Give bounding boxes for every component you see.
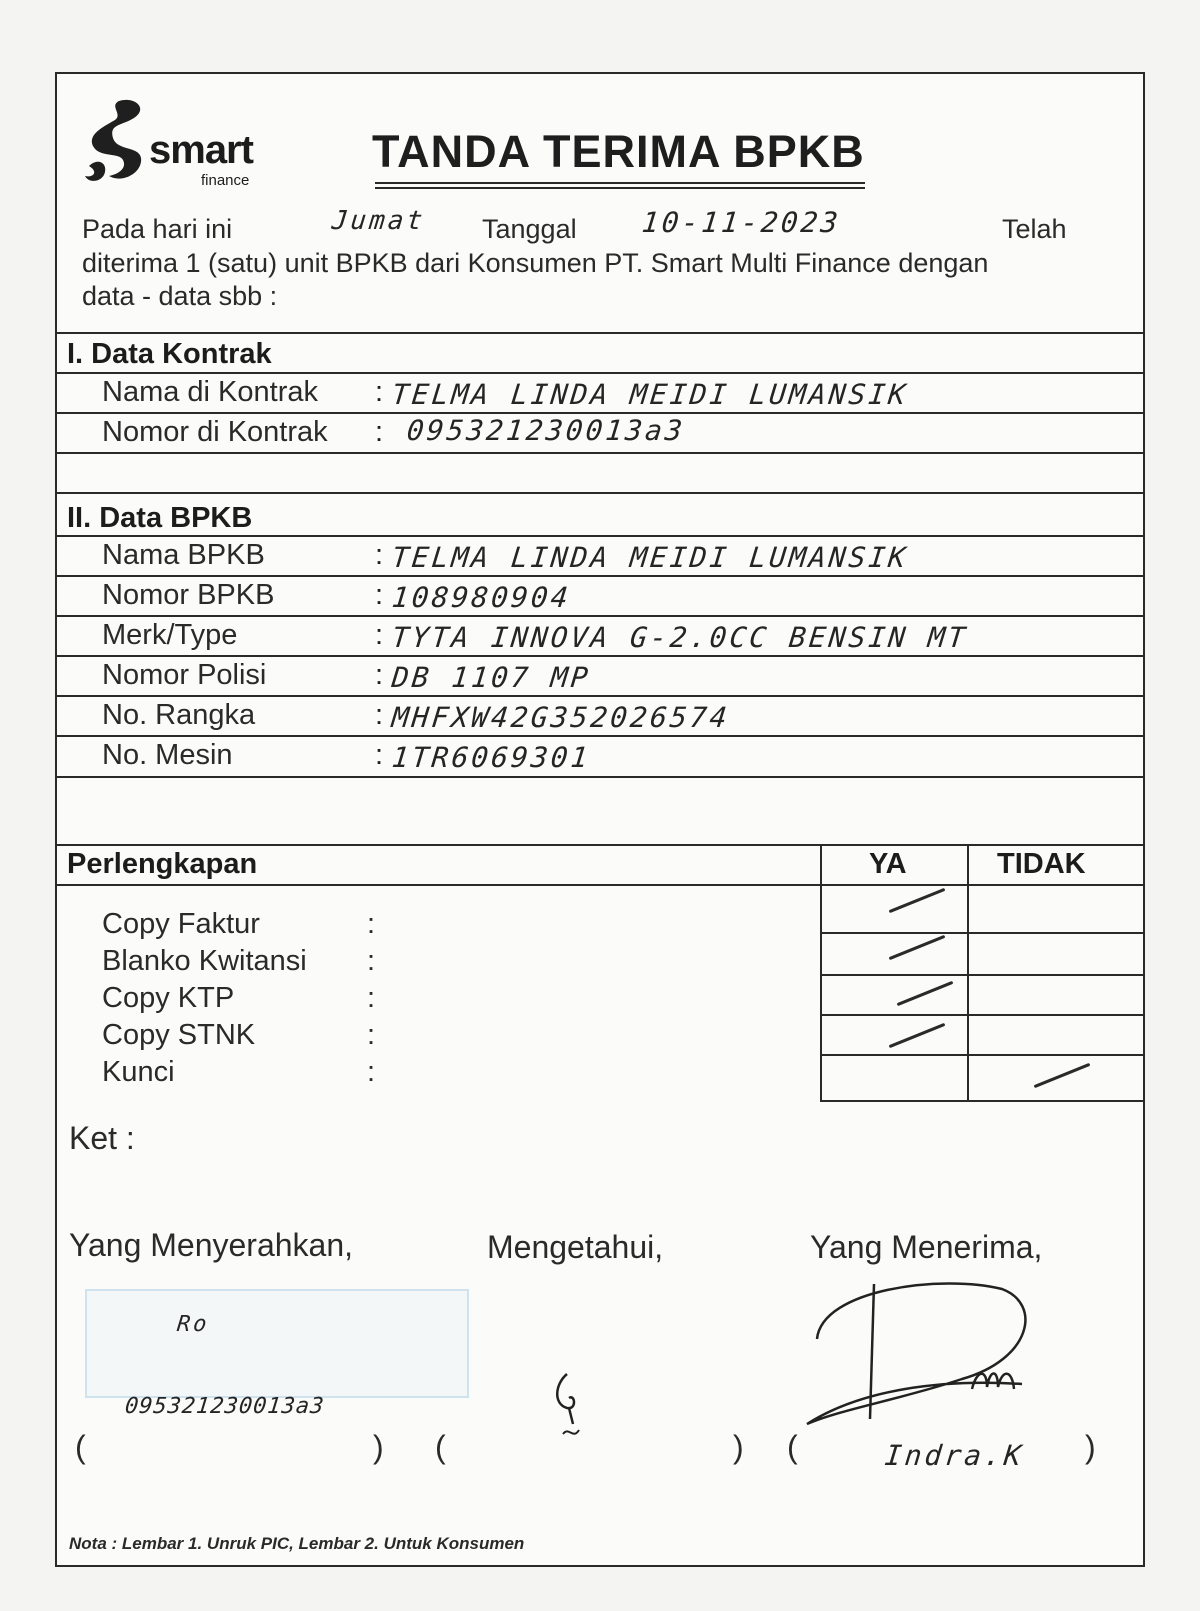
field-value-nama-bpkb: TELMA LINDA MEIDI LUMANSIK: [390, 541, 911, 574]
field-value-merk-type: TYTA INNOVA G-2.0CC BENSIN MT: [390, 621, 970, 654]
receipt-form: [55, 72, 1145, 1567]
item-kunci: Kunci: [102, 1056, 175, 1088]
field-value-nomor-polisi: DB 1107 MP: [390, 661, 593, 694]
divider: [57, 452, 1143, 454]
check-mark-icon: [889, 888, 946, 913]
grid-line: [820, 932, 1143, 934]
item-copy-faktur: Copy Faktur: [102, 908, 260, 940]
stamp-number: 095321230013a3: [123, 1394, 326, 1419]
grid-line: [820, 974, 1143, 976]
field-value-no-mesin: 1TR6069301: [390, 741, 593, 774]
telah-label: Telah: [1002, 214, 1067, 244]
divider: [57, 844, 1143, 846]
sig-bracket-close: ): [733, 1429, 744, 1465]
field-value-nama-kontrak: TELMA LINDA MEIDI LUMANSIK: [390, 378, 911, 411]
pada-hari-label: Pada hari ini: [82, 214, 233, 244]
grid-line: [820, 1014, 1143, 1016]
section-data-bpkb: II. Data BPKB: [67, 502, 253, 534]
sig-bracket-open: (: [75, 1429, 86, 1465]
divider: [57, 884, 1143, 886]
colon: :: [367, 945, 376, 977]
section-perlengkapan: Perlengkapan: [67, 848, 258, 880]
field-label-merk-type: Merk/Type: [102, 619, 238, 651]
smart-finance-logo: [79, 96, 279, 191]
column-tidak: TIDAK: [997, 848, 1086, 880]
stamp-box: [85, 1289, 469, 1398]
colon: :: [375, 739, 384, 771]
grid-line: [967, 844, 969, 1102]
colon: :: [367, 908, 376, 940]
colon: :: [375, 699, 384, 731]
colon: :: [375, 376, 384, 408]
grid-line: [820, 844, 822, 1102]
divider: [57, 735, 1143, 737]
document-title: TANDA TERIMA BPKB: [372, 126, 865, 177]
colon: :: [367, 1056, 376, 1088]
grid-line: [820, 1100, 1143, 1102]
divider: [57, 776, 1143, 778]
witness-signature-icon: [547, 1364, 607, 1454]
sig-heading-menerima: Yang Menerima,: [810, 1229, 1043, 1265]
colon: :: [375, 659, 384, 691]
hari-value: Jumat: [330, 206, 427, 236]
field-value-nomor-kontrak: 095321230013a3: [405, 414, 687, 447]
item-blanko-kwitansi: Blanko Kwitansi: [102, 945, 307, 977]
column-ya: YA: [869, 848, 907, 880]
colon: :: [367, 1019, 376, 1051]
title-underline: [375, 182, 865, 184]
field-label-nomor-bpkb: Nomor BPKB: [102, 579, 275, 611]
divider: [57, 575, 1143, 577]
colon: :: [375, 579, 384, 611]
logo-mark-icon: [79, 96, 159, 191]
section-data-kontrak: I. Data Kontrak: [67, 338, 272, 370]
sig-heading-menyerahkan: Yang Menyerahkan,: [69, 1227, 354, 1263]
sig-bracket-open: (: [787, 1429, 798, 1465]
field-label-nomor-kontrak: Nomor di Kontrak: [102, 416, 328, 448]
stamp-note: Ro: [175, 1312, 211, 1337]
divider: [57, 695, 1143, 697]
divider: [57, 615, 1143, 617]
receiver-name: Indra.K: [883, 1439, 1026, 1472]
field-value-no-rangka: MHFXW42G352026574: [390, 701, 732, 734]
field-label-no-mesin: No. Mesin: [102, 739, 233, 771]
sig-bracket-open: (: [435, 1429, 446, 1465]
footer-note: Nota : Lembar 1. Unruk PIC, Lembar 2. Untuk Konsumen: [69, 1534, 525, 1553]
divider: [57, 492, 1143, 494]
check-mark-icon: [889, 935, 946, 960]
field-label-nama-bpkb: Nama BPKB: [102, 539, 265, 571]
logo-subword: finance: [201, 172, 250, 189]
colon: :: [375, 539, 384, 571]
field-value-nomor-bpkb: 108980904: [390, 581, 573, 614]
check-mark-icon: [897, 981, 954, 1006]
intro-line-2: diterima 1 (satu) unit BPKB dari Konsumen PT. Smart Multi Finance dengan: [82, 248, 989, 278]
colon: :: [375, 416, 384, 448]
sig-heading-mengetahui: Mengetahui,: [487, 1229, 664, 1265]
tanggal-label: Tanggal: [482, 214, 577, 244]
intro-line-3: data - data sbb :: [82, 281, 278, 311]
sig-bracket-close: ): [373, 1429, 384, 1465]
field-label-nomor-polisi: Nomor Polisi: [102, 659, 267, 691]
sig-bracket-close: ): [1085, 1429, 1096, 1465]
title-underline-2: [375, 187, 865, 189]
tanggal-value: 10-11-2023: [640, 206, 843, 239]
divider: [57, 332, 1143, 334]
colon: :: [367, 982, 376, 1014]
grid-line: [820, 1054, 1143, 1056]
field-label-no-rangka: No. Rangka: [102, 699, 256, 731]
divider: [57, 655, 1143, 657]
item-copy-stnk: Copy STNK: [102, 1019, 256, 1051]
ket-label: Ket :: [69, 1120, 135, 1156]
field-label-nama-kontrak: Nama di Kontrak: [102, 376, 318, 408]
receiver-signature-icon: [802, 1269, 1052, 1439]
colon: :: [375, 619, 384, 651]
item-copy-ktp: Copy KTP: [102, 982, 235, 1014]
divider: [57, 372, 1143, 374]
divider: [57, 535, 1143, 537]
check-mark-icon: [1034, 1063, 1091, 1088]
logo-wordmark: smart: [149, 128, 253, 172]
check-mark-icon: [889, 1023, 946, 1048]
